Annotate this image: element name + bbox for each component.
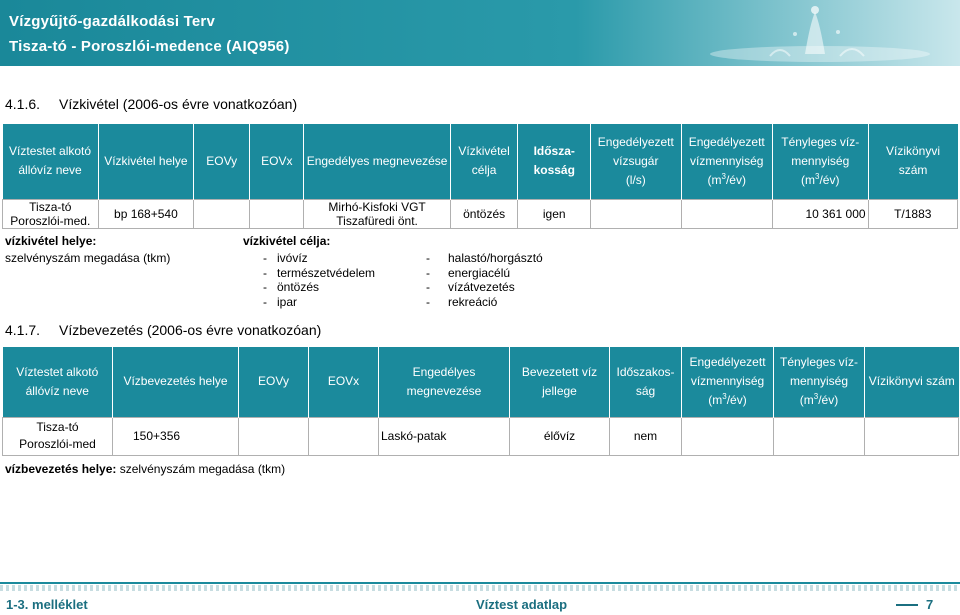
water-withdrawal-table bbox=[2, 124, 958, 229]
col-permitted-volume: Engedélyezett vízmennyiség $(m^3/év)$ bbox=[681, 124, 772, 199]
footer-document-type: Víztest adatlap bbox=[476, 597, 568, 612]
list-item: - vízátvezetés bbox=[426, 280, 515, 294]
list-item: - halastó/horgásztó bbox=[426, 251, 543, 265]
cell-licensee: Laskó-patak bbox=[379, 417, 510, 455]
section-title-water-discharge bbox=[5, 322, 321, 338]
col-lake-name: Víztestet alkotó állóvíz neve bbox=[3, 124, 99, 199]
document-title: Vízgyűjtő-gazdálkodási Terv bbox=[9, 13, 215, 30]
col-eovy: EOVy bbox=[194, 124, 250, 199]
col-permitted-volume: Engedélyezett vízmennyiség $(m^3/év)$ bbox=[682, 347, 774, 417]
col-location: Vízkivétel helye bbox=[98, 124, 194, 199]
section-heading: Vízkivétel (2006-os évre vonatkozóan) bbox=[59, 96, 298, 112]
col-location: Vízbevezetés helye bbox=[113, 347, 239, 417]
list-item: - energiacélú bbox=[426, 265, 511, 280]
col-eovx: EOVx bbox=[309, 347, 379, 417]
water-discharge-table bbox=[2, 347, 959, 456]
cell-eovx bbox=[250, 199, 304, 228]
withdrawal-purpose-label: vízkivétel célja: bbox=[243, 234, 331, 248]
footer-annex-label: 1-3. melléklet bbox=[6, 597, 88, 612]
cell-lake-name: Tisza-tó Poroszlói-med. bbox=[3, 199, 99, 228]
cell-actual-volume bbox=[774, 417, 865, 455]
discharge-location-label: vízbevezetés helye: bbox=[5, 462, 117, 476]
discharge-location-value: szelvényszám megadása (tkm) bbox=[119, 462, 286, 476]
section-heading: Vízbevezetés (2006-os évre vonatkozóan) bbox=[59, 322, 322, 338]
cell-licensee: Mirhó-Kisfoki VGT Tiszafüredi önt. bbox=[304, 199, 451, 228]
col-actual-volume: Tényleges víz- mennyiség $(m^3/év)$ bbox=[774, 347, 865, 417]
table-header-row bbox=[3, 124, 958, 199]
cell-purpose: öntözés bbox=[450, 199, 518, 228]
list-item: - rekreáció bbox=[426, 294, 498, 309]
cell-eovx bbox=[309, 417, 379, 455]
cell-location: 150+356 bbox=[113, 417, 239, 455]
footer-divider bbox=[0, 582, 960, 584]
col-actual-volume: Tényleges víz- mennyiség $(m^3/év)$ bbox=[772, 124, 868, 199]
purpose-list-2 bbox=[426, 251, 543, 309]
col-licensee: Engedélyes megnevezése bbox=[379, 347, 510, 417]
cell-permitted-flow bbox=[591, 199, 681, 228]
col-water-type: Bevezetett víz jellege bbox=[510, 347, 610, 417]
list-item: - ivóvíz bbox=[263, 251, 308, 265]
col-licensee: Engedélyes megnevezése bbox=[304, 124, 451, 199]
col-periodicity: Idősza- kosság bbox=[518, 124, 591, 199]
cell-lake-name: Tisza-tó Poroszlói-med bbox=[3, 417, 113, 455]
cell-actual-volume: 10 361 000 bbox=[772, 199, 868, 228]
col-permitted-flow: Engedélyezett vízsugár (l/s) bbox=[591, 124, 681, 199]
list-item: - természetvédelem bbox=[263, 265, 376, 280]
table-header-row bbox=[3, 347, 959, 417]
col-eovx: EOVx bbox=[250, 124, 304, 199]
list-item: - ipar bbox=[263, 294, 298, 309]
footer-rule bbox=[896, 604, 918, 606]
discharge-location-note bbox=[5, 462, 285, 476]
cell-eovy bbox=[239, 417, 309, 455]
col-registry-number: Vízikönyvi szám bbox=[865, 347, 959, 417]
water-splash-graphic bbox=[670, 4, 930, 64]
col-purpose: Vízkivétel célja bbox=[450, 124, 518, 199]
footer-stripe bbox=[0, 585, 960, 591]
cell-registry-number bbox=[865, 417, 959, 455]
cell-water-type: élővíz bbox=[510, 417, 610, 455]
document-subtitle: Tisza-tó - Poroszlói-medence (AIQ956) bbox=[9, 38, 290, 55]
table-row bbox=[3, 199, 958, 228]
col-eovy: EOVy bbox=[239, 347, 309, 417]
cell-permitted-volume bbox=[681, 199, 772, 228]
cell-eovy bbox=[194, 199, 250, 228]
section-number: 4.1.7. bbox=[5, 322, 41, 338]
cell-periodicity: igen bbox=[518, 199, 591, 228]
cell-periodicity: nem bbox=[610, 417, 682, 455]
list-item: - öntözés bbox=[263, 280, 320, 294]
withdrawal-location-value: szelvényszám megadása (tkm) bbox=[5, 251, 171, 265]
cell-registry-number: T/1883 bbox=[868, 199, 957, 228]
col-registry-number: Vízikönyvi szám bbox=[868, 124, 957, 199]
section-title-water-withdrawal bbox=[5, 96, 297, 112]
cell-permitted-volume bbox=[682, 417, 774, 455]
withdrawal-location-label: vízkivétel helye: bbox=[5, 234, 97, 248]
col-lake-name: Víztestet alkotó állóvíz neve bbox=[3, 347, 113, 417]
cell-location: bp 168+540 bbox=[98, 199, 194, 228]
col-periodicity: Időszakos- ság bbox=[610, 347, 682, 417]
table-row bbox=[3, 417, 959, 455]
footer-page-number: 7 bbox=[896, 597, 933, 612]
purpose-list-1 bbox=[263, 251, 375, 309]
section-number: 4.1.6. bbox=[5, 96, 41, 112]
